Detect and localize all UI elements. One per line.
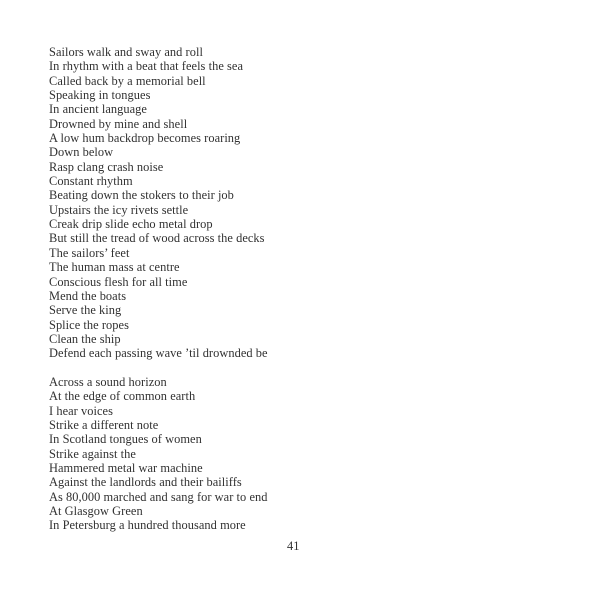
poem — [49, 45, 268, 533]
poem-line: Speaking in tongues — [49, 88, 151, 103]
poem-line: In Petersburg a hundred thousand more — [49, 518, 246, 533]
poem-line: Strike against the — [49, 446, 136, 461]
poem-line: Conscious flesh for all time — [49, 274, 188, 289]
poem-line: Hammered metal war machine — [49, 460, 203, 475]
poem-line: But still the tread of wood across the decks — [49, 231, 265, 246]
poem-line: Across a sound horizon — [49, 374, 167, 389]
poem-line: Upstairs the icy rivets settle — [49, 202, 189, 217]
poem-line: Strike a different note — [49, 417, 159, 432]
poem-stanza-1 — [49, 45, 268, 361]
poem-line: Splice the ropes — [49, 317, 129, 332]
poem-line: The human mass at centre — [49, 260, 180, 275]
poem-line: At Glasgow Green — [49, 504, 143, 518]
page-number: 41 — [287, 539, 300, 553]
poem-line: Called back by a memorial bell — [49, 73, 206, 88]
poem-line: Creak drip slide echo metal drop — [49, 217, 213, 232]
poem-line: Drowned by mine and shell — [49, 116, 188, 131]
poem-line: Clean the ship — [49, 331, 121, 346]
poem-line: A low hum backdrop becomes roaring — [49, 131, 241, 146]
poem-line: At the edge of common earth — [49, 389, 196, 404]
poem-line: As 80,000 marched and sang for war to end — [49, 489, 268, 504]
poem-line: Serve the king — [49, 303, 122, 318]
poem-line: Against the landlords and their bailiffs — [49, 475, 242, 490]
poem-line: Beating down the stokers to their job — [49, 188, 234, 203]
poem-line: In Scotland tongues of women — [49, 432, 202, 447]
poem-line: Sailors walk and sway and roll — [49, 45, 203, 59]
poem-line: Constant rhythm — [49, 174, 133, 189]
poem-line: Rasp clang crash noise — [49, 159, 164, 174]
poem-stanza-2 — [49, 375, 268, 533]
poem-line: Down below — [49, 145, 114, 160]
poem-line: The sailors’ feet — [49, 245, 130, 260]
poem-line: I hear voices — [49, 403, 113, 418]
poem-line: In ancient language — [49, 102, 147, 117]
poem-line: Mend the boats — [49, 288, 127, 303]
poem-line: In rhythm with a beat that feels the sea — [49, 59, 243, 74]
poem-line: Defend each passing wave ’til drownded be — [49, 346, 268, 361]
